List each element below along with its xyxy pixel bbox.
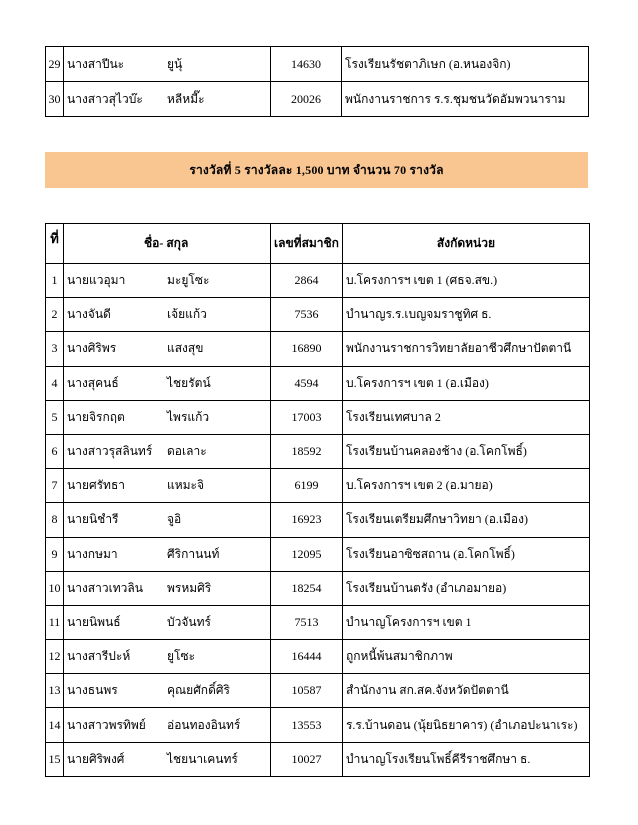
last-name: ไชยนาเคนทร์ <box>164 742 271 776</box>
member-id: 18254 <box>271 571 343 605</box>
last-name: ยูนุ้ <box>164 47 271 82</box>
department: โรงเรียนอาซิซสถาน (อ.โคกโพธิ์) <box>342 537 589 571</box>
row-no: 12 <box>46 640 64 674</box>
first-name: นางสาปีนะ <box>64 47 165 82</box>
department: บำนาญร.ร.เบญจมราชูทิศ ธ. <box>342 298 589 332</box>
member-id: 14630 <box>271 47 342 82</box>
row-no: 3 <box>46 332 64 366</box>
first-name: นายจิรกฤต <box>64 400 165 434</box>
row-no: 15 <box>46 742 64 776</box>
row-no: 13 <box>46 674 64 708</box>
last-name: ไพรแก้ว <box>164 400 271 434</box>
previous-awards-table <box>45 46 589 117</box>
table-row <box>46 469 590 503</box>
department: โรงเรียนบ้านคลองช้าง (อ.โคกโพธิ์) <box>342 434 589 468</box>
row-no: 11 <box>46 605 64 639</box>
last-name: คุณยศักดิ์ศิริ <box>164 674 271 708</box>
dotted-divider <box>45 116 67 117</box>
award-5-table <box>45 223 590 777</box>
first-name: นางสารีปะห์ <box>64 640 165 674</box>
table-row <box>46 47 589 82</box>
member-id: 16890 <box>271 332 343 366</box>
department: พนักงานราชการ ร.ร.ชุมชนวัดอัมพวนาราม <box>342 82 589 117</box>
department: บำนาญโครงการฯ เขต 1 <box>342 605 589 639</box>
previous-awards-body <box>46 47 589 117</box>
last-name: หลีหมี๊ะ <box>164 82 271 117</box>
last-name: อ่อนทองอินทร์ <box>164 708 271 742</box>
member-id: 7513 <box>271 605 343 639</box>
last-name: ไชยรัตน์ <box>164 366 271 400</box>
member-id: 2864 <box>271 264 343 298</box>
last-name: มะยูโซะ <box>164 264 271 298</box>
department: สำนักงาน สก.สค.จังหวัดปัตตานี <box>342 674 589 708</box>
row-no: 4 <box>46 366 64 400</box>
first-name: นางสาวสุไวบ๊ะ <box>64 82 165 117</box>
row-no: 5 <box>46 400 64 434</box>
table-row <box>46 366 590 400</box>
last-name: ยูโซะ <box>164 640 271 674</box>
table-row <box>46 264 590 298</box>
department: ร.ร.บ้านดอน (นุ้ยนิธยาคาร) (อำเภอปะนาเระ) <box>342 708 589 742</box>
first-name: นางจันดี <box>64 298 165 332</box>
last-name: ศีริกานนท์ <box>164 537 271 571</box>
row-no: 9 <box>46 537 64 571</box>
member-id: 10587 <box>271 674 343 708</box>
department: โรงเรียนรัชตาภิเษก (อ.หนองจิก) <box>342 47 589 82</box>
row-no: 2 <box>46 298 64 332</box>
first-name: นางสาวรุสลินทร์ <box>64 434 165 468</box>
last-name: พรหมศิริ <box>164 571 271 605</box>
header-name: ชื่อ- สกุล <box>64 224 271 264</box>
first-name: นางสาวเทวลิน <box>64 571 165 605</box>
table-row <box>46 82 589 117</box>
row-no: 8 <box>46 503 64 537</box>
department: บำนาญโรงเรียนโพธิ์คีรีราชศึกษา ธ. <box>342 742 589 776</box>
last-name: แสงสุข <box>164 332 271 366</box>
last-name: เจ้ยแก้ว <box>164 298 271 332</box>
last-name: จูอิ <box>164 503 271 537</box>
table-row <box>46 571 590 605</box>
department: โรงเรียนบ้านตรัง (อำเภอมายอ) <box>342 571 589 605</box>
department: บ.โครงการฯ เขต 1 (อ.เมือง) <box>342 366 589 400</box>
table-row <box>46 332 590 366</box>
member-id: 20026 <box>271 82 342 117</box>
award-5-body <box>46 264 590 777</box>
table-row <box>46 742 590 776</box>
table-row <box>46 537 590 571</box>
first-name: นางศิริพร <box>64 332 165 366</box>
header-dept: สังกัดหน่วย <box>342 224 589 264</box>
member-id: 17003 <box>271 400 343 434</box>
table-row <box>46 434 590 468</box>
row-no: 7 <box>46 469 64 503</box>
department: โรงเรียนเทศบาล 2 <box>342 400 589 434</box>
member-id: 10027 <box>271 742 343 776</box>
department: ถูกหนี้พ้นสมาชิกภาพ <box>342 640 589 674</box>
member-id: 7536 <box>271 298 343 332</box>
member-id: 12095 <box>271 537 343 571</box>
first-name: นางสุคนธ์ <box>64 366 165 400</box>
award-banner: รางวัลที่ 5 รางวัลละ 1,500 บาท จำนวน 70 รางวัล <box>45 152 588 188</box>
first-name: นายแวอุมา <box>64 264 165 298</box>
department: โรงเรียนเตรียมศึกษาวิทยา (อ.เมือง) <box>342 503 589 537</box>
table-header-row <box>46 224 590 264</box>
table-row <box>46 708 590 742</box>
row-no: 1 <box>46 264 64 298</box>
department: บ.โครงการฯ เขต 2 (อ.มายอ) <box>342 469 589 503</box>
member-id: 16444 <box>271 640 343 674</box>
first-name: นายศรัทธา <box>64 469 165 503</box>
table-row <box>46 298 590 332</box>
table-row <box>46 400 590 434</box>
last-name: แหมะจิ <box>164 469 271 503</box>
member-id: 13553 <box>271 708 343 742</box>
first-name: นางสาวพรทิพย์ <box>64 708 165 742</box>
first-name: นายนิพนธ์ <box>64 605 165 639</box>
header-no: ที่ <box>46 224 64 264</box>
table-row <box>46 503 590 537</box>
member-id: 4594 <box>271 366 343 400</box>
row-no: 14 <box>46 708 64 742</box>
row-no: 6 <box>46 434 64 468</box>
header-member-id: เลขที่สมาชิก <box>271 224 343 264</box>
first-name: นายนิชำรี <box>64 503 165 537</box>
first-name: นางธนพร <box>64 674 165 708</box>
last-name: ดอเลาะ <box>164 434 271 468</box>
table-row <box>46 605 590 639</box>
table-row <box>46 640 590 674</box>
member-id: 6199 <box>271 469 343 503</box>
first-name: นางกษมา <box>64 537 165 571</box>
department: บ.โครงการฯ เขต 1 (ศธจ.สข.) <box>342 264 589 298</box>
row-no: 30 <box>46 82 64 117</box>
member-id: 18592 <box>271 434 343 468</box>
department: พนักงานราชการวิทยาลัยอาชีวศึกษาปัตตานี <box>342 332 589 366</box>
table-row <box>46 674 590 708</box>
first-name: นายศิริพงศ์ <box>64 742 165 776</box>
row-no: 10 <box>46 571 64 605</box>
member-id: 16923 <box>271 503 343 537</box>
row-no: 29 <box>46 47 64 82</box>
last-name: บัวจันทร์ <box>164 605 271 639</box>
